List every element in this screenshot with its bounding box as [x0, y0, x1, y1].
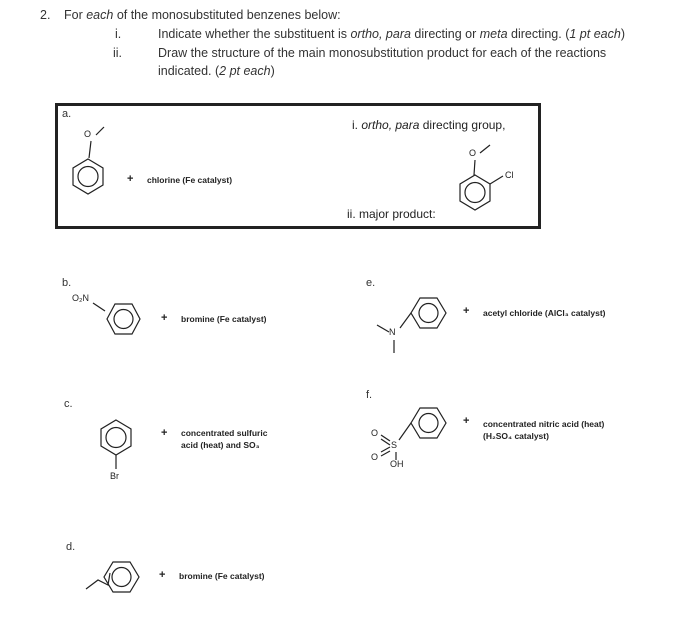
part-c-reagent-line2: acid (heat) and SO₃ [181, 440, 260, 450]
prompt-text-post: of the monosubstituted benzenes below: [113, 8, 341, 22]
i-text-em1: ortho, para [350, 27, 411, 41]
subquestion-ii-text-line2 [158, 64, 275, 78]
part-a-oxygen-label: O [84, 129, 92, 139]
part-f-structure [0, 0, 1, 1]
part-d-plus: + [159, 569, 166, 581]
part-a-answer-i [352, 118, 505, 132]
part-c-label: c. [64, 398, 73, 410]
prompt-text-pre: For [64, 8, 87, 22]
part-c-reagent-line1: concentrated sulfuric [181, 428, 268, 438]
part-f-sulfur-label: S [391, 440, 398, 450]
part-e-plus: + [463, 305, 470, 317]
ii-points: 2 pt each [219, 64, 271, 78]
part-e-nitrogen-label: N [389, 327, 396, 337]
part-e-label: e. [366, 277, 376, 289]
i-text-em2: meta [479, 27, 508, 41]
part-a-plus: + [127, 173, 134, 185]
part-b-nitro-label: O₂N [72, 293, 89, 303]
ii-close: ) [270, 64, 275, 78]
part-a-product-oxygen-label: O [469, 148, 477, 158]
part-f-oxygen2-label: O [371, 452, 379, 462]
part-f-plus: + [463, 415, 470, 427]
part-f-reagent-line1: concentrated nitric acid (heat) [483, 419, 605, 429]
part-d-label: d. [66, 541, 76, 553]
i-close: ) [620, 27, 625, 41]
part-b-plus: + [161, 312, 168, 324]
part-e-reagent: acetyl chloride (AlCl₃ catalyst) [483, 308, 606, 318]
question-number: 2. [40, 8, 51, 22]
answer-i-pre: i. [352, 118, 362, 132]
i-text-mid: directing or [410, 27, 480, 41]
part-a-answer-ii: ii. major product: [347, 207, 436, 221]
part-a-reagent: chlorine (Fe catalyst) [147, 175, 233, 185]
subquestion-i-text [158, 27, 625, 41]
i-text-post: directing. ( [507, 27, 570, 41]
part-f-hydroxyl-label: OH [390, 459, 404, 469]
question-prompt [64, 8, 341, 22]
part-b-label: b. [62, 277, 72, 289]
prompt-text-em: each [86, 8, 114, 22]
part-a-label: a. [62, 108, 72, 120]
part-c-bromine-label: Br [110, 471, 119, 481]
subquestion-i-number: i. [115, 27, 122, 41]
part-c-plus: + [161, 427, 168, 439]
subquestion-ii-text-line1: Draw the structure of the main monosubstitution product for each of the reactions [158, 46, 607, 60]
part-b-reagent: bromine (Fe catalyst) [181, 314, 267, 324]
part-f-reagent-line2: (H₂SO₄ catalyst) [483, 431, 549, 441]
part-a-product-chlorine-label: Cl [505, 170, 514, 180]
subquestion-ii-number: ii. [113, 46, 123, 60]
ii-text-pre: indicated. ( [158, 64, 220, 78]
part-d-reagent: bromine (Fe catalyst) [179, 571, 265, 581]
part-f-oxygen1-label: O [371, 428, 379, 438]
answer-i-em: ortho, para [361, 118, 420, 132]
part-f-label: f. [366, 389, 373, 401]
i-points: 1 pt each [569, 27, 621, 41]
i-text-pre: Indicate whether the substituent is [158, 27, 351, 41]
answer-i-post: directing group, [419, 118, 506, 132]
